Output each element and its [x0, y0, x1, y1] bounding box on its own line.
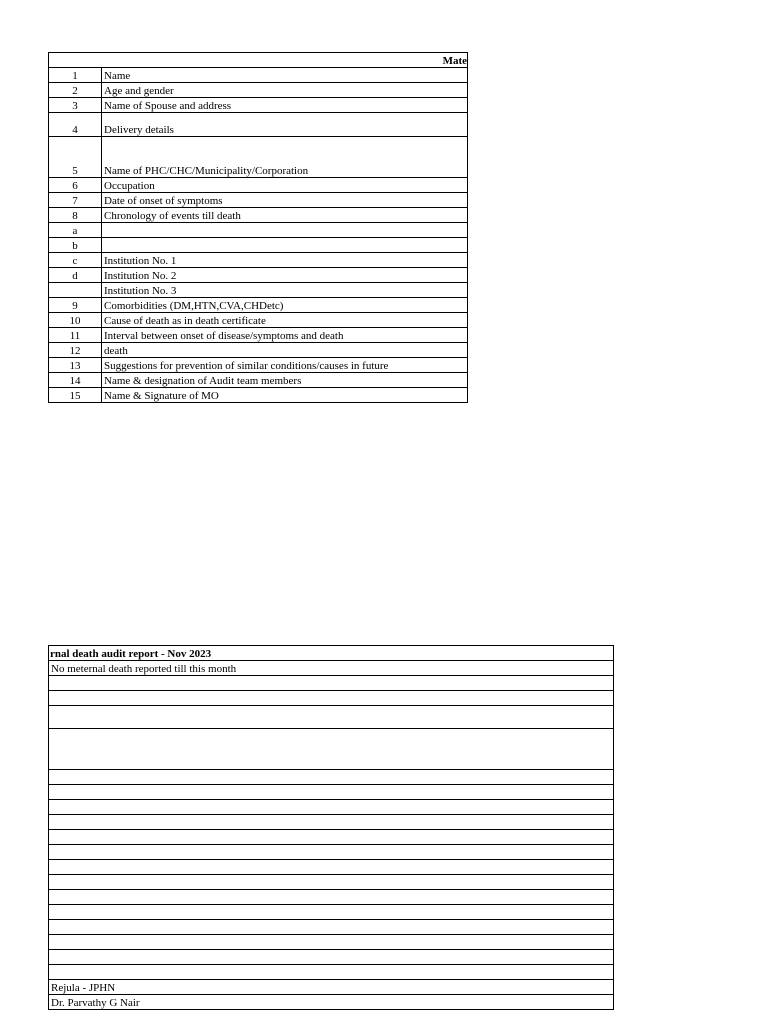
row-number: b: [49, 238, 102, 253]
value-cell: [49, 860, 614, 875]
value-cell: [49, 905, 614, 920]
row-number: 9: [49, 298, 102, 313]
row-number: 14: [49, 373, 102, 388]
row-label: Interval between onset of disease/symptoms and death: [102, 328, 468, 343]
value-cell: [49, 845, 614, 860]
row-number: 11: [49, 328, 102, 343]
row-number: 7: [49, 193, 102, 208]
row-label: Name & designation of Audit team members: [102, 373, 468, 388]
row-number: 4: [49, 113, 102, 137]
row-number: 2: [49, 83, 102, 98]
row-label: Institution No. 1: [102, 253, 468, 268]
audit-team-members-value: Rejula - JPHN: [49, 980, 614, 995]
row-number: d: [49, 268, 102, 283]
value-cell: [49, 920, 614, 935]
row-label: Chronology of events till death: [102, 208, 468, 223]
row-label: [102, 238, 468, 253]
row-label: Cause of death as in death certificate: [102, 313, 468, 328]
row-label: Date of onset of symptoms: [102, 193, 468, 208]
row-label: Institution No. 3: [102, 283, 468, 298]
row-number: 8: [49, 208, 102, 223]
audit-form-labels-table: [48, 52, 468, 403]
row-number: 12: [49, 343, 102, 358]
report-title-fragment: Mate: [49, 53, 468, 68]
value-cell: [49, 691, 614, 706]
row-number: 1: [49, 68, 102, 83]
row-number: 5: [49, 137, 102, 178]
value-cell: [49, 890, 614, 905]
row-label: Name & Signature of MO: [102, 388, 468, 403]
value-cell: [49, 815, 614, 830]
value-cell: [49, 935, 614, 950]
row-number: 6: [49, 178, 102, 193]
row-number: 3: [49, 98, 102, 113]
value-cell: [49, 729, 614, 770]
row-label: Suggestions for prevention of similar conditions/causes in future: [102, 358, 468, 373]
row-number: 15: [49, 388, 102, 403]
row-label: Name: [102, 68, 468, 83]
value-cell: [49, 950, 614, 965]
row-number: 10: [49, 313, 102, 328]
value-cell: [49, 676, 614, 691]
value-cell: [49, 875, 614, 890]
row-label: Institution No. 2: [102, 268, 468, 283]
row-label: [102, 223, 468, 238]
medical-officer-value: Dr. Parvathy G Nair: [49, 995, 614, 1010]
row-number: [49, 283, 102, 298]
value-cell: [49, 830, 614, 845]
value-cell: [49, 965, 614, 980]
value-cell: [49, 800, 614, 815]
value-cell: [49, 706, 614, 729]
row-label: death: [102, 343, 468, 358]
row-number: c: [49, 253, 102, 268]
row-label: Occupation: [102, 178, 468, 193]
report-title-continuation: rnal death audit report - Nov 2023: [49, 646, 614, 661]
value-cell: [49, 770, 614, 785]
value-cell-name: No meternal death reported till this month: [49, 661, 614, 676]
row-number: a: [49, 223, 102, 238]
row-label: Delivery details: [102, 113, 468, 137]
row-number: 13: [49, 358, 102, 373]
row-label: Age and gender: [102, 83, 468, 98]
row-label: Name of PHC/CHC/Municipality/Corporation: [102, 137, 468, 178]
value-cell: [49, 785, 614, 800]
row-label: Name of Spouse and address: [102, 98, 468, 113]
audit-form-values-table: [48, 645, 614, 1010]
row-label: Comorbidities (DM,HTN,CVA,CHDetc): [102, 298, 468, 313]
